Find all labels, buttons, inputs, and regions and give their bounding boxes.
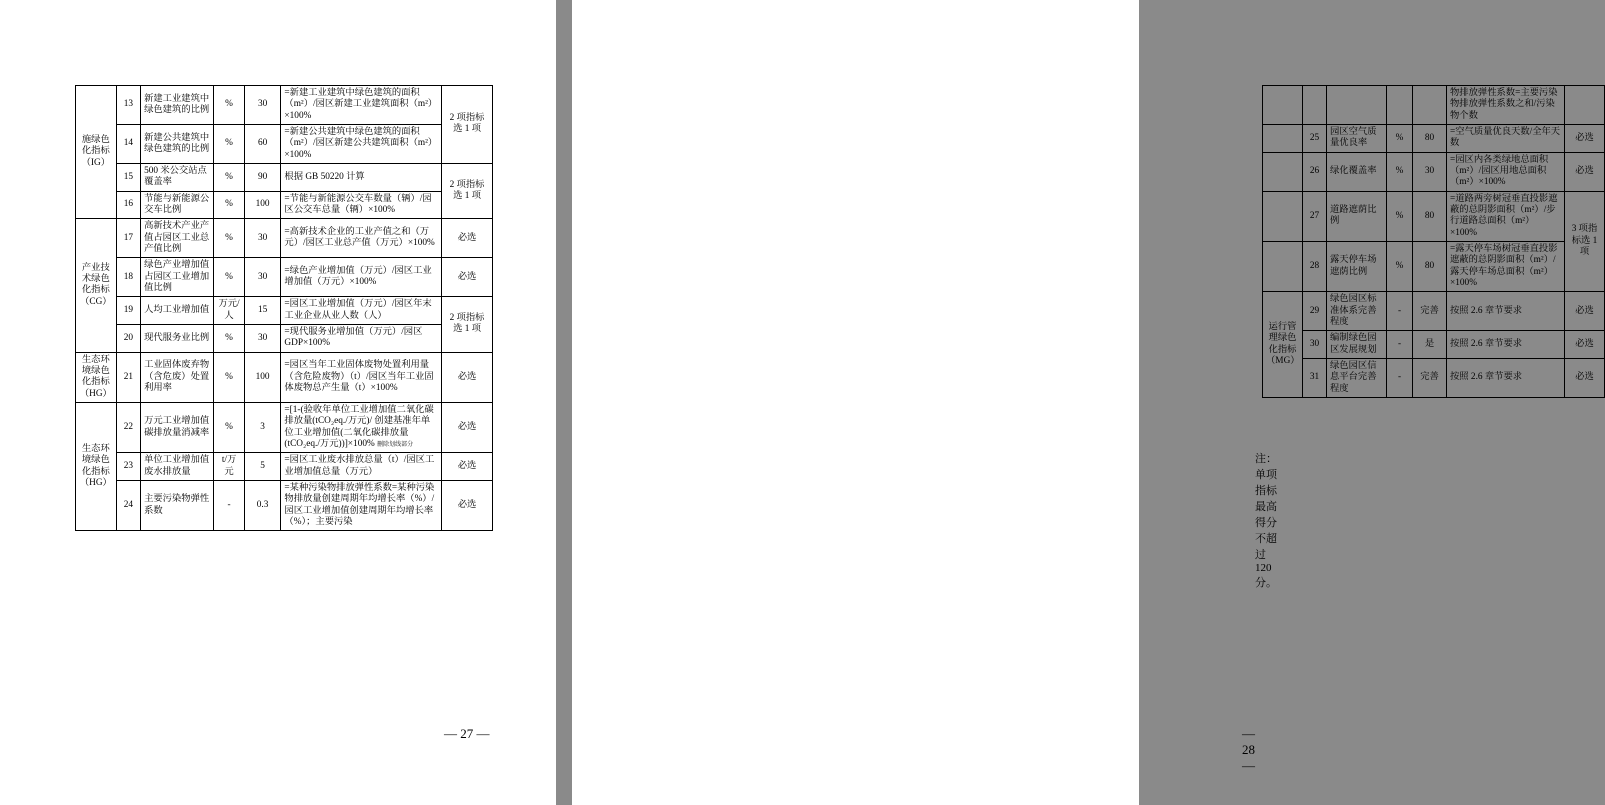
row-name: 道路遮荫比例: [1327, 191, 1387, 241]
table-row: [1263, 152, 1605, 191]
row-formula: =空气质量优良天数/全年天数: [1447, 124, 1565, 152]
row-name: 园区空气质量优良率: [1327, 124, 1387, 152]
table-row: [76, 402, 493, 452]
row-formula: 按照 2.6 章节要求: [1447, 358, 1565, 397]
row-formula: =某种污染物排放弹性系数=某种污染物排放量创建周期年均增长率（%）/园区工业增加值创建周期年均增长率（%）；主要污染: [281, 480, 442, 530]
row-formula: =节能与新能源公交车数量（辆）/园区公交车总量（辆）×100%: [281, 191, 442, 219]
table-row: [1263, 331, 1605, 359]
row-value: 30: [244, 324, 281, 352]
row-name: 编制绿色园区发展规划: [1327, 331, 1387, 359]
row-requirement: 2 项指标选 1 项: [442, 297, 493, 352]
row-value: 100: [244, 191, 281, 219]
table-row: [1263, 292, 1605, 331]
row-name: 万元工业增加值碳排放量消减率: [141, 402, 214, 452]
row-unit: [1387, 86, 1413, 125]
row-no: [1303, 86, 1327, 125]
row-requirement: 必选: [442, 352, 493, 402]
table-row: [76, 219, 493, 258]
row-no: 19: [116, 297, 140, 325]
row-name: 人均工业增加值: [141, 297, 214, 325]
table-row: [76, 124, 493, 163]
row-formula: 按照 2.6 章节要求: [1447, 331, 1565, 359]
row-unit: %: [214, 402, 245, 452]
row-formula: =绿色产业增加值（万元）/园区工业增加值（万元）×100%: [281, 258, 442, 297]
row-requirement: 2 项指标选 1 项: [442, 163, 493, 218]
row-unit: %: [214, 219, 245, 258]
row-unit: %: [1387, 191, 1413, 241]
row-category: 产业技术绿色化指标（CG）: [76, 219, 117, 352]
row-category: 施绿色化指标（IG）: [76, 86, 117, 219]
row-value: 完善: [1413, 292, 1447, 331]
table-row: [76, 453, 493, 481]
row-value: 0.3: [244, 480, 281, 530]
row-no: 21: [116, 352, 140, 402]
row-category: 生态环境绿色化指标（HG）: [76, 402, 117, 530]
row-unit: -: [1387, 358, 1413, 397]
table-row: [1263, 86, 1605, 125]
row-category: 生态环境绿色化指标（HG）: [76, 352, 117, 402]
row-requirement: 必选: [442, 258, 493, 297]
row-unit: t/万元: [214, 453, 245, 481]
indicator-table-left: [75, 85, 493, 531]
row-requirement: 必选: [1565, 292, 1605, 331]
row-value: 30: [244, 219, 281, 258]
row-no: 26: [1303, 152, 1327, 191]
row-formula: =园区当年工业固体废物处置利用量（含危险废物）（t）/园区当年工业固体废物总产生量（t）×100%: [281, 352, 442, 402]
row-requirement: [1565, 86, 1605, 125]
row-unit: -: [1387, 292, 1413, 331]
row-value: 完善: [1413, 358, 1447, 397]
row-unit: %: [214, 352, 245, 402]
table-row: [76, 297, 493, 325]
edit-mark: 删除划线部分: [377, 441, 414, 448]
table-row: [76, 258, 493, 297]
row-value: 30: [1413, 152, 1447, 191]
row-name: 节能与新能源公交车比例: [141, 191, 214, 219]
row-formula: =道路两旁树冠垂直投影遮蔽的总阴影面积（m²）/步行道路总面积（m²）×100%: [1447, 191, 1565, 241]
row-requirement: 2 项指标选 1 项: [442, 86, 493, 164]
row-value: 是: [1413, 331, 1447, 359]
row-value: 90: [244, 163, 281, 191]
row-value: 100: [244, 352, 281, 402]
row-formula: =露天停车场树冠垂直投影遮蔽的总阴影面积（m²）/露天停车场总面积（m²）×100%: [1447, 241, 1565, 291]
row-no: 18: [116, 258, 140, 297]
row-name: 绿化覆盖率: [1327, 152, 1387, 191]
page-number-right: — 28 —: [1242, 726, 1255, 773]
row-unit: %: [214, 86, 245, 125]
table-row: [76, 86, 493, 125]
row-value: 30: [244, 258, 281, 297]
row-name: 绿色园区信息平台完善程度: [1327, 358, 1387, 397]
row-name: 绿色园区标准体系完善程度: [1327, 292, 1387, 331]
row-category: [1263, 191, 1303, 241]
table-row: [1263, 124, 1605, 152]
row-formula: =园区工业废水排放总量（t）/园区工业增加值总量（万元）: [281, 453, 442, 481]
row-formula: =高新技术企业的工业产值之和（万元）/园区工业总产值（万元）×100%: [281, 219, 442, 258]
row-formula: 根据 GB 50220 计算: [281, 163, 442, 191]
row-requirement: 必选: [442, 480, 493, 530]
row-no: 14: [116, 124, 140, 163]
row-unit: %: [214, 124, 245, 163]
row-name: 新建工业建筑中绿色建筑的比例: [141, 86, 214, 125]
row-requirement: 3 项指标选 1 项: [1565, 191, 1605, 292]
row-formula: =现代服务业增加值（万元）/园区 GDP×100%: [281, 324, 442, 352]
row-name: 露天停车场遮荫比例: [1327, 241, 1387, 291]
row-unit: %: [214, 324, 245, 352]
page-number-left: — 27 —: [444, 726, 490, 741]
row-unit: -: [1387, 331, 1413, 359]
row-requirement: 必选: [1565, 331, 1605, 359]
row-value: [1413, 86, 1447, 125]
row-value: 15: [244, 297, 281, 325]
row-formula: =新建工业建筑中绿色建筑的面积（m²）/园区新建工业建筑面积（m²）×100%: [281, 86, 442, 125]
row-no: 24: [116, 480, 140, 530]
row-no: 29: [1303, 292, 1327, 331]
row-value: 80: [1413, 191, 1447, 241]
row-requirement: 必选: [1565, 152, 1605, 191]
row-no: 30: [1303, 331, 1327, 359]
row-no: 16: [116, 191, 140, 219]
row-category: [1263, 124, 1303, 152]
table-row: [76, 324, 493, 352]
table-row: [76, 163, 493, 191]
row-no: 25: [1303, 124, 1327, 152]
table-row: [1263, 358, 1605, 397]
row-unit: %: [214, 163, 245, 191]
row-no: 23: [116, 453, 140, 481]
row-requirement: 必选: [442, 402, 493, 452]
row-formula: [281, 402, 442, 452]
table-row: [76, 480, 493, 530]
row-no: 22: [116, 402, 140, 452]
row-name: 500 米公交站点覆盖率: [141, 163, 214, 191]
row-requirement: 必选: [442, 453, 493, 481]
row-unit: %: [1387, 241, 1413, 291]
row-no: 20: [116, 324, 140, 352]
row-unit: -: [214, 480, 245, 530]
indicator-table-right: [1262, 85, 1605, 398]
table-row: [1263, 241, 1605, 291]
row-no: 27: [1303, 191, 1327, 241]
row-name: 主要污染物弹性系数: [141, 480, 214, 530]
row-requirement: 必选: [442, 219, 493, 258]
row-category: [1263, 152, 1303, 191]
row-value: 80: [1413, 124, 1447, 152]
row-name: 高新技术产业产值占园区工业总产值比例: [141, 219, 214, 258]
row-formula: 物排放弹性系数=主要污染物排放弹性系数之和/污染物个数: [1447, 86, 1565, 125]
row-name: 绿色产业增加值占园区工业增加值比例: [141, 258, 214, 297]
row-name: 工业固体废弃物（含危废）处置利用率: [141, 352, 214, 402]
row-name: 新建公共建筑中绿色建筑的比例: [141, 124, 214, 163]
table-row: [76, 352, 493, 402]
table-row: [76, 191, 493, 219]
row-no: 31: [1303, 358, 1327, 397]
row-value: 30: [244, 86, 281, 125]
row-value: 3: [244, 402, 281, 452]
formula-text: =[1-(验收年单位工业增加值二氧化碳排放量(tCO₂eq./万元)/ 创建基准年单位工业增加值(二氧化碳排放量(tCO₂eq./万元))]×100%: [284, 404, 434, 449]
row-no: 13: [116, 86, 140, 125]
page-left: [0, 0, 556, 805]
row-name: 单位工业增加值废水排放量: [141, 453, 214, 481]
page-right: [572, 0, 1598, 805]
row-category: 运行管理绿色化指标（MG）: [1263, 292, 1303, 398]
row-value: 5: [244, 453, 281, 481]
row-value: 60: [244, 124, 281, 163]
row-name: [1327, 86, 1387, 125]
table-row: [1263, 191, 1605, 241]
row-unit: %: [214, 191, 245, 219]
row-category: [1263, 86, 1303, 125]
row-formula: =园区内各类绿地总面积（m²）/园区用地总面积（m²）×100%: [1447, 152, 1565, 191]
row-formula: =园区工业增加值（万元）/园区年末工业企业从业人数（人）: [281, 297, 442, 325]
row-value: 80: [1413, 241, 1447, 291]
row-unit: %: [1387, 152, 1413, 191]
row-unit: %: [1387, 124, 1413, 152]
row-formula: 按照 2.6 章节要求: [1447, 292, 1565, 331]
row-no: 15: [116, 163, 140, 191]
row-requirement: 必选: [1565, 124, 1605, 152]
row-requirement: 必选: [1565, 358, 1605, 397]
row-name: 现代服务业比例: [141, 324, 214, 352]
row-formula: =新建公共建筑中绿色建筑的面积（m²）/园区新建公共建筑面积（m²）×100%: [281, 124, 442, 163]
row-category: [1263, 241, 1303, 291]
row-unit: 万元/人: [214, 297, 245, 325]
table-note: 注：单项指标最高得分不超过 120 分。: [1255, 453, 1277, 589]
row-no: 17: [116, 219, 140, 258]
row-no: 28: [1303, 241, 1327, 291]
row-unit: %: [214, 258, 245, 297]
